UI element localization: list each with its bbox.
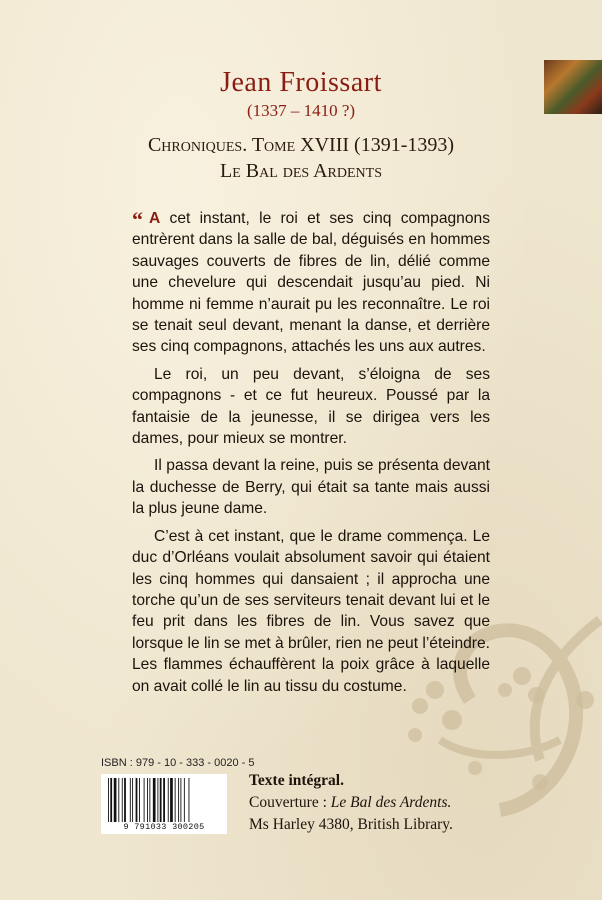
quote-mark: “ [132,207,143,232]
excerpt [132,205,490,703]
excerpt-paragraph-text: cet instant, le roi et ses cinq compagnons entrèrent dans la salle de bal, déguisés en hommes sauvages couverts de fibres de lin, délié comme une chevelure qui descendait jusqu’au pied. Ni homme ni femme n’aurait pu les reconnaître. Le roi se tenait seul devant, menant la danse, et derrière ses cinq compagnons, attachés les uns aux autres. [132,210,490,356]
isbn-label: ISBN : 979 - 10 - 333 - 0020 - 5 [101,757,255,769]
barcode-bar [114,778,117,822]
barcode-bar [118,778,119,822]
credits [249,770,453,836]
barcode-bar [170,778,173,822]
excerpt-paragraph [132,205,490,358]
excerpt-paragraph: Le roi, un peu devant, s’éloigna de ses compagnons - et ce fut heureux. Poussé par la fantaisie de la jeunesse, il se dirigea vers les dames, pour mieux se montrer. [132,365,490,448]
drop-cap: A [149,210,161,227]
barcode [101,774,227,834]
credits-cover-title: Le Bal des Ardents. [330,794,452,811]
barcode-bar [132,778,133,822]
excerpt-paragraph: Il passa devant la reine, puis se présenta devant la duchesse de Berry, qui était sa tante mais aussi la plus jeune dame. [132,457,490,518]
barcode-bar [110,778,112,822]
barcode-bar [124,778,126,822]
barcode-bar [139,778,140,822]
credits-cover-label: Couverture : [249,794,331,811]
barcode-bar [149,778,150,822]
author-name: Jean Froissart [220,67,382,98]
header [0,66,602,184]
barcode-bar [122,778,123,822]
barcode-bar [108,778,109,822]
barcode-bar [180,778,181,822]
barcode-bar [144,778,145,822]
barcode-bar [130,778,131,822]
barcode-bar [178,778,179,822]
barcode-bar [189,778,190,822]
barcode-bar [168,778,169,822]
barcode-bar [153,778,156,822]
barcode-bar [160,778,162,822]
barcode-number: 9 791033 300205 [123,822,205,832]
barcode-bar [136,778,138,822]
credits-manuscript: Ms Harley 4380, British Library. [249,816,453,833]
barcode-bar [147,778,148,822]
series-title: Chroniques. Tome XVIII (1391-1393) [147,134,455,156]
barcode-bars [107,778,221,822]
author-dates: (1337 – 1410 ?) [246,101,356,120]
credits-cover [249,792,453,814]
barcode-bar [175,778,176,822]
book-subtitle: Le Bal des Ardents [219,160,382,182]
barcode-bar [184,778,185,822]
barcode-bar [163,778,165,822]
credits-full-text: Texte intégral. [249,772,344,789]
excerpt-paragraph: C’est à cet instant, que le drame commença. Le duc d’Orléans voulait absolument savoir qui étaient les cinq hommes qui dansaient ; il approcha une torche qu’un de ses serviteurs tenait devant lui et le feu prit dans les fibres de lin. Vous savez que lorsque le lin se met à brûler, rien ne peut l’éteindre. Les flammes échauffèrent la poix grâce à laquelle on avait collé le lin au tissu du costume. [132,527,490,695]
barcode-bar [157,778,158,822]
